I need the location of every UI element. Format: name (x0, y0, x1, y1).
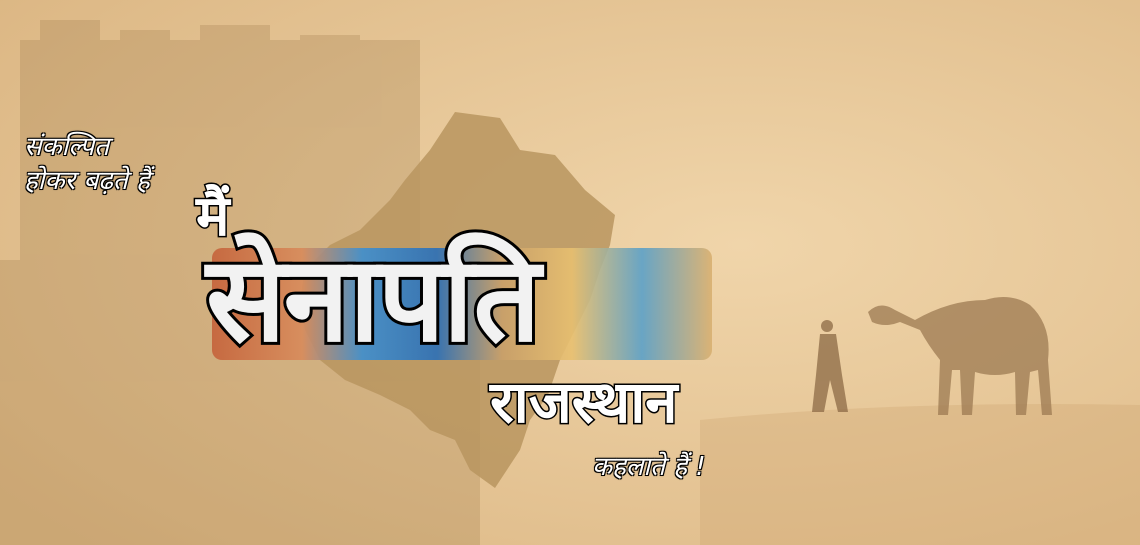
dune-horizon (700, 404, 1140, 545)
tagline-top (24, 130, 150, 198)
headline-region: राजस्थान (490, 368, 678, 436)
tagline-line-2: होकर बढ़ते हैं (24, 166, 150, 196)
headline-main-word: सेनापति (206, 230, 539, 368)
headline-pronoun: मैं (196, 184, 230, 249)
tagline-line-1: संकल्पित (24, 132, 110, 162)
tagline-closing: कहलाते हैं ! (592, 452, 706, 482)
